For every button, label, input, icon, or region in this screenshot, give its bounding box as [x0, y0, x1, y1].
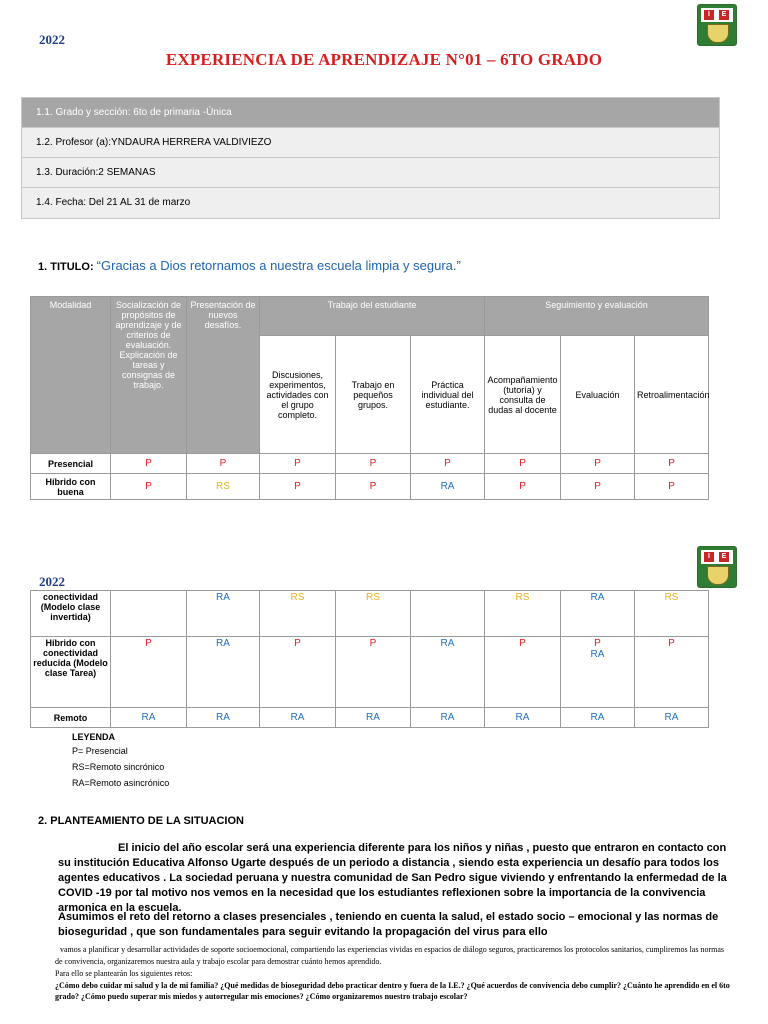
modalidad-table: [30, 296, 709, 500]
table-cell: P: [111, 454, 187, 474]
row-label-hibrido-buena: Híbrido con buena: [31, 474, 111, 500]
sub-discusiones: Discusiones, experimentos, actividades con el grupo completo.: [260, 336, 336, 454]
table-cell: P: [561, 474, 635, 500]
sub-pequenos-grupos: Trabajo en pequeños grupos.: [336, 336, 411, 454]
table-cell: RA: [561, 591, 635, 637]
table-cell: P: [111, 474, 187, 500]
table-cell: P: [635, 474, 709, 500]
table-row: [31, 637, 709, 708]
table-cell: P: [260, 454, 336, 474]
table-cell: P: [561, 454, 635, 474]
table-cell: RA: [187, 637, 260, 708]
titulo-label: 1. TITULO:: [38, 261, 97, 273]
info-table: [21, 97, 720, 219]
table-cell: P: [336, 454, 411, 474]
table-cell: P: [260, 637, 336, 708]
section-planteamiento-title: 2. PLANTEAMIENTO DE LA SITUACION: [38, 815, 244, 827]
sub-retroalimentacion: Retroalimentación: [635, 336, 709, 454]
table-cell: RS: [635, 591, 709, 637]
school-logo-page2: [697, 546, 737, 588]
table-cell: P: [336, 637, 411, 708]
table-cell: RS: [485, 591, 561, 637]
table-cell: RA: [561, 708, 635, 728]
header-seguimiento: Seguimiento y evaluación: [485, 297, 709, 336]
table-cell: [411, 591, 485, 637]
info-row-fecha: 1.4. Fecha: Del 21 AL 31 de marzo: [22, 188, 719, 218]
table-cell: RA: [411, 637, 485, 708]
header-trabajo: Trabajo del estudiante: [260, 297, 485, 336]
situation-paragraph-3: vamos a planificar y desarrollar actividades de soporte socioemocional, compartiendo las experiencias vividas en espacios de diálogo seguros, practicaremos los protocolos sanitarios, cumpliremos las normas de convivencia, organizaremos nuestra aula y trabajo escolar para demostrar cuánto hemos aprendido.: [55, 945, 725, 966]
year-label: 2022: [39, 32, 65, 47]
table-cell: RA: [336, 708, 411, 728]
logo-letter-e: E: [719, 552, 729, 562]
header-socializacion: Socialización de propósitos de aprendizaje y de criterios de evaluación. Explicación de tareas y consignas de trabajo.: [111, 297, 187, 454]
situation-paragraph-4: Para ello se plantearán los siguientes retos:: [55, 969, 193, 978]
table-cell: RA: [635, 708, 709, 728]
table-cell: RA: [111, 708, 187, 728]
table-cell: RA: [187, 708, 260, 728]
table-cell: P: [635, 637, 709, 708]
table-cell: P: [485, 474, 561, 500]
year-label-page2: 2022: [39, 574, 65, 589]
table-row: [31, 454, 709, 474]
sub-evaluacion: Evaluación: [561, 336, 635, 454]
table-cell: RA: [411, 708, 485, 728]
row-label-invertida: conectividad (Modelo clase invertida): [31, 591, 111, 637]
table-cell: RS: [187, 474, 260, 500]
info-row-grado: 1.1. Grado y sección: 6to de primaria -Única: [22, 98, 719, 128]
crest-icon: [707, 24, 729, 43]
crest-icon: [707, 566, 729, 585]
table-cell: RA: [485, 708, 561, 728]
table-cell: P: [111, 637, 187, 708]
table-cell: RS: [260, 591, 336, 637]
table-cell: [111, 591, 187, 637]
table-cell: P: [485, 454, 561, 474]
logo-letter-e: E: [719, 10, 729, 20]
legend-title: LEYENDA: [72, 732, 116, 742]
info-row-profesor: 1.2. Profesor (a):YNDAURA HERRERA VALDIVIEZO: [22, 128, 719, 158]
table-row: [31, 591, 709, 637]
page-title: EXPERIENCIA DE APRENDIZAJE N°01 – 6TO GRADO: [165, 50, 603, 69]
row-label-hibrido-reducida: Híbrido con conectividad reducida (Modelo clase Tarea): [31, 637, 111, 708]
row-label-presencial: Presencial: [31, 454, 111, 474]
table-cell: P: [411, 454, 485, 474]
table-cell: RA: [411, 474, 485, 500]
section-titulo: [38, 258, 461, 273]
row-label-remoto: Remoto: [31, 708, 111, 728]
legend-item: RA=Remoto asincrónico: [72, 778, 170, 788]
sub-practica: Práctica individual del estudiante.: [411, 336, 485, 454]
table-row: [31, 474, 709, 500]
school-logo: [697, 4, 737, 46]
table-cell: RA: [260, 708, 336, 728]
table-cell: P: [336, 474, 411, 500]
logo-letter-i: I: [704, 552, 714, 562]
situation-questions: ¿Cómo debo cuidar mi salud y la de mi familia? ¿Qué medidas de bioseguridad debo practicar dentro y fuera de la I.E.? ¿Qué acuerdos de convivencia debo cumplir? ¿Cuánto he aprendido en el 6to grado? ¿Cómo puedo superar mis miedos y autorregular mis emociones? ¿Cómo organizaremos nuestro trabajo escolar?: [55, 981, 730, 1001]
table-cell: P: [260, 474, 336, 500]
table-cell: P: [635, 454, 709, 474]
legend: [72, 731, 169, 791]
legend-item: P= Presencial: [72, 746, 128, 756]
situation-paragraph-1: El inicio del año escolar será una experiencia diferente para los niños y niñas , puesto que entraron en contacto con su institución Educativa Alfonso Ugarte después de un periodo a distancia , siendo esta experiencia un desafío para todos los agentes educativos . La sociedad peruana y nuestra comunidad de San Pedro sigue viviendo y enfrentando la enfermedad de la COVID -19 por tal motivo nos vemos en la necesidad que los estudiantes reflexionen sobre la importancia de la convivencia armonica en la escuela.: [58, 842, 727, 914]
table-cell: P: [485, 637, 561, 708]
header-presentacion: Presentación de nuevos desafíos.: [187, 297, 260, 454]
titulo-quote: “Gracias a Dios retornamos a nuestra escuela limpia y segura.”: [96, 258, 461, 273]
info-row-duracion: 1.3. Duración:2 SEMANAS: [22, 158, 719, 188]
sub-acompanamiento: Acompañamiento (tutoría) y consulta de dudas al docente: [485, 336, 561, 454]
table-cell: RS: [336, 591, 411, 637]
table-cell: P RA: [561, 637, 635, 708]
table-cell: RA: [187, 591, 260, 637]
table-cell: P: [187, 454, 260, 474]
table-row: [31, 708, 709, 728]
situation-paragraph-2: Asumimos el reto del retorno a clases presenciales , teniendo en cuenta la salud, el estado socio – emocional y las normas de bioseguridad , que son fundamentales para seguir evitando la propagación del virus para ello: [58, 911, 719, 938]
modalidad-table-continued: [30, 590, 709, 728]
legend-item: RS=Remoto sincrónico: [72, 762, 165, 772]
logo-letter-i: I: [704, 10, 714, 20]
header-modalidad: Modalidad: [31, 297, 111, 454]
